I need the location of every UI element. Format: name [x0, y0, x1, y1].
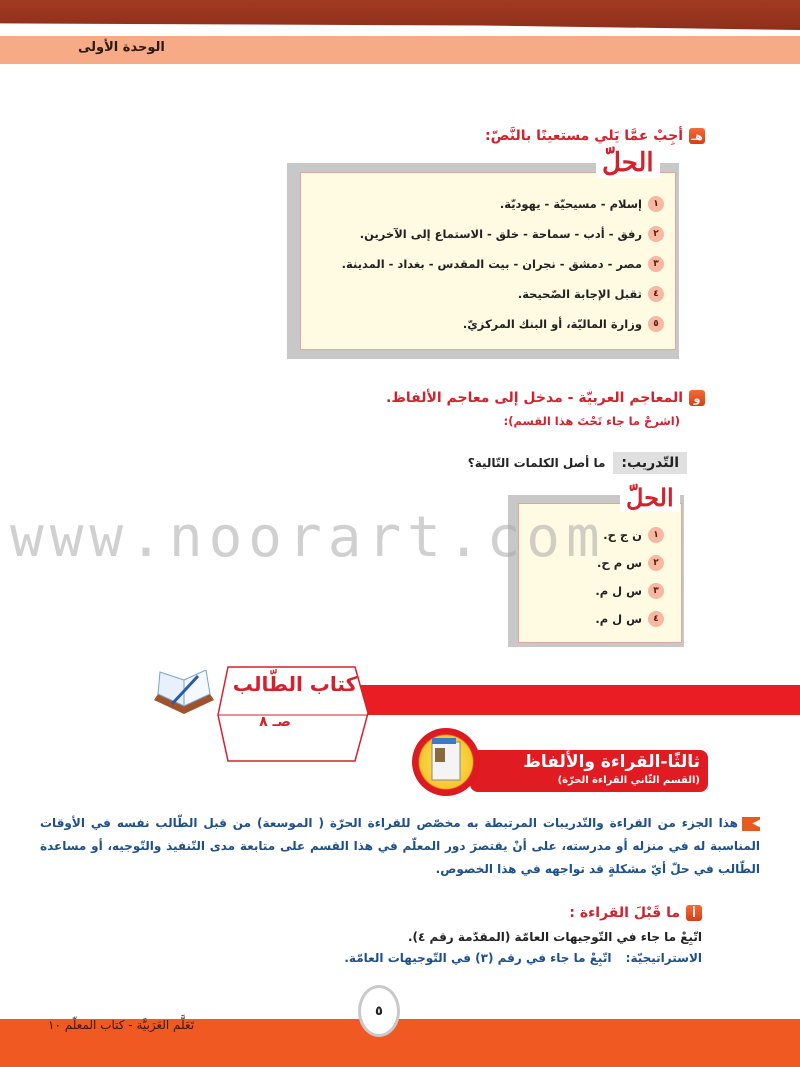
- strategy-text: اتّبِعْ ما جاء في رقم (٣) في التّوجيهات العامّة.: [344, 951, 612, 965]
- question-w-badge: و: [689, 390, 705, 406]
- question-h-badge: هـ: [689, 128, 705, 144]
- section-subtitle: (القسم الثّاني القراءة الحرّة): [557, 775, 700, 786]
- answer-item: [342, 226, 664, 242]
- answer-title-h: الحلّ: [596, 148, 660, 178]
- arrow-left-icon: ◀: [742, 817, 760, 831]
- reading-document-icon: [412, 728, 480, 796]
- student-book-title: كتاب الطّالب: [232, 672, 358, 696]
- page-number: ٥: [358, 985, 400, 1037]
- top-decorative-band: [0, 0, 800, 30]
- answer-text: س م ح.: [597, 556, 642, 570]
- question-w-heading: [386, 390, 705, 406]
- answer-item: [342, 316, 664, 332]
- answer-item: [595, 611, 664, 627]
- number-badge: ١: [648, 196, 664, 212]
- number-badge: ٥: [648, 316, 664, 332]
- section-title: ثالثًا-القراءة والألفاظ: [523, 752, 700, 772]
- paragraph-text: هذا الجزء من القراءة والتّدريبات المرتبطة به مخصّص للقراءة الحرّة ( الموسعة) من قبل الطّالب نفسه في الأوقات المناسبة له في منزله أو مدرسته، على أنْ يقتصرَ دور المعلّم في هذا القسم على متابعة مدى التّنفيذ والتّوجيه، أو مساعدة الطّالب في حلّ أيّ مشكلةٍ قد تواجهه في هذا الخصوص.: [40, 816, 760, 876]
- pre-reading-badge: أ: [686, 905, 702, 921]
- answer-text: إسلام - مسيحيّة - يهوديّة.: [499, 197, 642, 211]
- answer-text: وزارة الماليّة، أو البنك المركزيّ.: [462, 317, 642, 331]
- answer-item: [342, 256, 664, 272]
- pre-reading-title: ما قَبْلَ القراءة :: [569, 905, 680, 921]
- pre-reading-heading: [569, 905, 702, 921]
- question-h-heading: [485, 128, 705, 144]
- open-book-icon: [150, 670, 216, 720]
- answer-text: س ل م.: [595, 612, 642, 626]
- watermark: www.noorart.com: [10, 505, 606, 570]
- student-book-banner: [320, 685, 800, 715]
- answer-text: مصر - دمشق - نجران - بيت المقدس - بغداد - المدينة.: [341, 257, 642, 271]
- answer-list-w: [595, 527, 664, 627]
- unit-title: الوحدة الأولى: [78, 40, 165, 55]
- answer-item: [595, 583, 664, 599]
- question-h-prompt: أجِبْ عمَّا يَلي مستعينًا بالنَّصّ:: [485, 128, 683, 144]
- answer-item: [342, 286, 664, 302]
- number-badge: ٤: [648, 611, 664, 627]
- practice-question: ما أصل الكلمات التّالية؟: [467, 456, 606, 470]
- answer-title-w: الحلّ: [620, 483, 680, 512]
- practice-label: التّدريب:: [613, 452, 687, 474]
- strategy-line: [344, 951, 702, 965]
- answer-item: [595, 527, 664, 543]
- answer-text: رفق - أدب - سماحة - خلق - الاستماع إلى الآخرين.: [359, 227, 642, 241]
- number-badge: ٣: [648, 583, 664, 599]
- number-badge: ٣: [648, 256, 664, 272]
- question-w-title: المعاجم العربيّة - مدخل إلى معاجم الألفاظ.: [386, 390, 683, 406]
- question-w-note: (اشرحْ ما جاء تَحْتَ هذا القسم):: [503, 414, 680, 428]
- answer-text: ن ج ح.: [603, 528, 642, 542]
- student-book-page: صـ ٨: [259, 714, 291, 730]
- number-badge: ٢: [648, 226, 664, 242]
- number-badge: ١: [648, 527, 664, 543]
- answer-text: تقبل الإجابة الصّحيحة.: [517, 287, 642, 301]
- strategy-label: الاستراتيجيّة:: [625, 951, 702, 965]
- number-badge: ٤: [648, 286, 664, 302]
- pre-reading-line: اتّبِعْ ما جاء في التّوجيهات العامّة (المقدّمة رقم ٤).: [407, 930, 702, 944]
- answer-item: [342, 196, 664, 212]
- answer-item: [595, 555, 664, 571]
- answer-text: س ل م.: [595, 584, 642, 598]
- answer-list-h: [342, 196, 664, 332]
- footer-book-title: تَعَلَّم العَرَبيَّة - كتاب المعلّم ١٠: [48, 1018, 195, 1032]
- practice-row: [468, 452, 687, 474]
- number-badge: ٢: [648, 555, 664, 571]
- intro-paragraph: [40, 812, 760, 881]
